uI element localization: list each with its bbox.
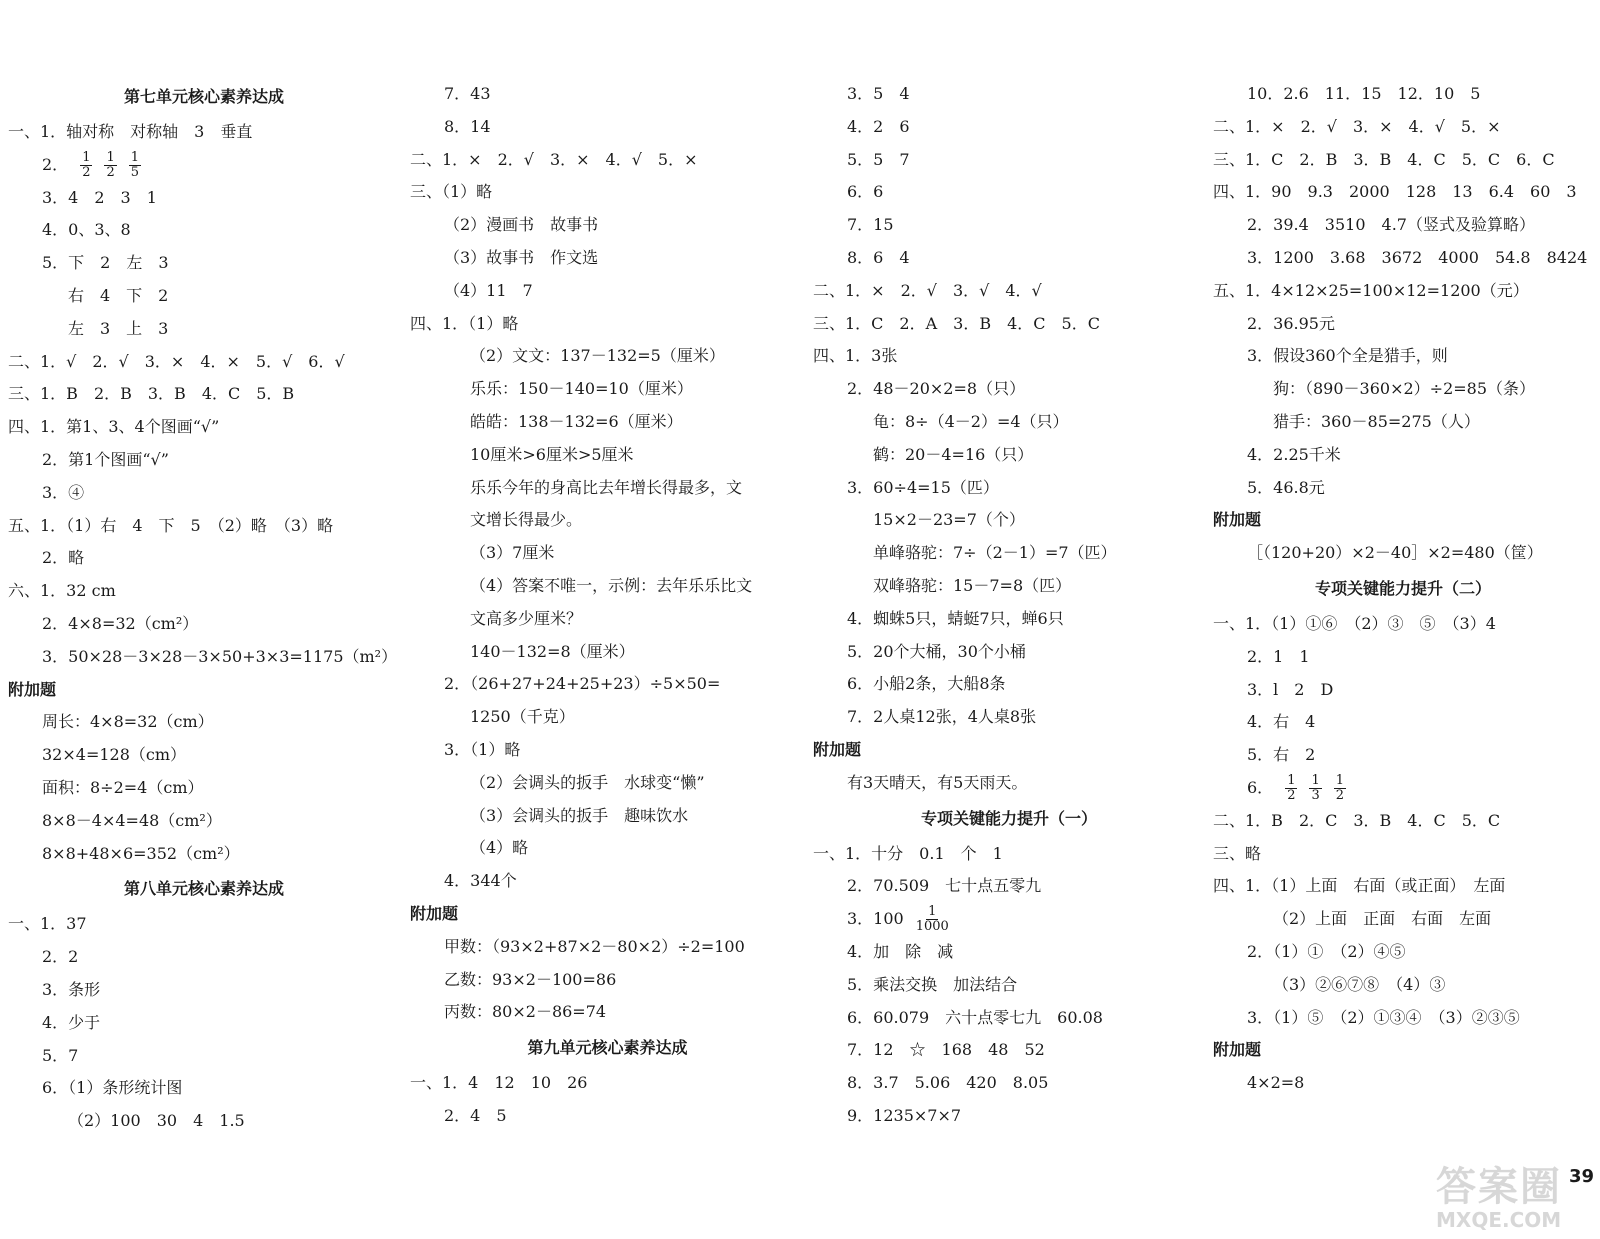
fraction: $\frac{1}{1000}$ (915, 904, 949, 935)
answer-line: 6．6 (847, 182, 884, 202)
answer-line: 7．43 (444, 84, 491, 103)
answer-line: 2．（26+27+24+25+23）÷5×50= (444, 674, 721, 694)
answer-line: 6．小船2条，大船8条 (847, 674, 1006, 694)
answer-line: 5．20个大桶，30个小桶 (847, 641, 1026, 661)
answer-line: 140－132=8（厘米） (470, 641, 635, 661)
answer-line: 5．5 7 (847, 149, 910, 169)
answer-line: 1250（千克） (470, 707, 575, 727)
answer-line: 3．（1）略 (444, 739, 521, 759)
answer-line: 5．右 2 (1247, 745, 1316, 765)
answer-line: 四、1．第1、3、4个图画“√” (8, 417, 220, 437)
watermark-text: 答案圈 (1436, 1164, 1562, 1210)
answer-line: 2．4×8=32（cm²） (42, 613, 199, 633)
answer-line: 2．39.4 3510 4.7（竖式及验算略） (1247, 215, 1535, 235)
answer-line: 4．右 4 (1247, 712, 1316, 732)
answer-line: （3）②⑥⑦⑧ （4）③ (1273, 974, 1446, 994)
answer-line: 4．344个 (444, 871, 517, 891)
answer-line: 三、略 (1213, 843, 1262, 863)
answer-column-2 (410, 78, 805, 1133)
answer-column-4 (1213, 78, 1593, 1100)
fraction: $\frac{1}{3}$ (1311, 772, 1320, 803)
answer-line: 丙数：80×2－86=74 (444, 1002, 607, 1022)
answer-line: 7．12 ☆ 168 48 52 (847, 1040, 1045, 1060)
answer-line: 二、1．√ 2．√ 3．× 4．× 5．√ 6．√ (8, 351, 345, 371)
answer-line: 一、1．4 12 10 26 (410, 1073, 588, 1093)
answer-line: 一、1．（1）①⑥ （2）③ ⑤ （3）4 (1213, 613, 1496, 633)
answer-line: （2）漫画书 故事书 (444, 215, 599, 235)
answer-line: 面积：8÷2=4（cm） (42, 777, 204, 797)
answer-line: 7．2人桌12张，4人桌8张 (847, 707, 1037, 727)
answer-line: 5．46.8元 (1247, 477, 1325, 497)
answer-line: 六、1．32 cm (8, 581, 116, 601)
watermark-url: MXQE.COM (1436, 1208, 1562, 1232)
answer-line: 2．4 5 (444, 1105, 507, 1125)
fraction: $\frac{1}{2}$ (1287, 772, 1296, 803)
answer-line: 一、1．轴对称 对称轴 3 垂直 (8, 122, 253, 141)
fraction: $\frac{1}{2}$ (82, 149, 91, 180)
bonus-heading: 附加题 (813, 739, 862, 759)
answer-line: 猎手：360－85=275（人） (1273, 411, 1480, 431)
answer-line: 2．2 (42, 947, 79, 967)
answer-line: 龟：8÷（4－2）=4（只） (873, 411, 1069, 431)
answer-line: 有3天晴天，有5天雨天。 (847, 772, 1028, 792)
answer-line: （3）故事书 作文选 (444, 247, 599, 267)
answer-line: 2．1 1 (1247, 646, 1310, 666)
answer-line: 4．蜘蛛5只，蜻蜓7只，蝉6只 (847, 608, 1064, 628)
answer-line: 四、1．（1）上面 右面（或正面） 左面 (1213, 876, 1506, 896)
answer-line-fractions: 2． $\frac{1}{2}$ $\frac{1}{2}$ $\frac{1}{5}$ (42, 149, 140, 180)
answer-line: （2）上面 正面 右面 左面 (1273, 909, 1492, 929)
answer-line: 10．2.6 11．15 12．10 5 (1247, 84, 1481, 103)
answer-line: 8．14 (444, 116, 491, 136)
answer-line: 3．4 2 3 1 (42, 187, 157, 207)
answer-line: 6．60.079 六十点零七九 60.08 (847, 1007, 1103, 1027)
answer-line: 2．（1）① （2）④⑤ (1247, 941, 1406, 961)
answer-line: 皓皓：138－132=6（厘米） (470, 411, 683, 431)
fraction: $\frac{1}{2}$ (1335, 772, 1345, 803)
answer-line: 3．1200 3.68 3672 4000 54.8 8424 (1247, 247, 1588, 267)
answer-line: 3．假设360个全是猎手，则 (1247, 346, 1448, 366)
answer-line: 3．（1）⑤ （2）①③④ （3）②③⑤ (1247, 1007, 1520, 1027)
answer-line: 4．2 6 (847, 116, 910, 136)
answer-line: 9．1235×7×7 (847, 1105, 962, 1125)
answer-line: 一、1．37 (8, 914, 87, 934)
answer-line: 8×8+48×6=352（cm²） (42, 843, 240, 863)
answer-line: 一、1．十分 0.1 个 1 (813, 843, 1003, 863)
answer-line: 3．条形 (42, 979, 101, 999)
answer-line: 8．6 4 (847, 247, 910, 267)
answer-line: 4．2.25千米 (1247, 444, 1341, 464)
answer-line: 4．0、3、8 (42, 220, 131, 240)
answer-line-fraction: 3．100 $\frac{1}{1000}$ (847, 904, 949, 935)
answer-line: （2）文文：137－132=5（厘米） (470, 346, 725, 366)
answer-line: 3．④ (42, 482, 85, 502)
answer-line: 文高多少厘米？ (470, 608, 583, 628)
answer-line: 甲数：（93×2+87×2－80×2）÷2=100 (444, 936, 745, 956)
answer-line: 右 4 下 2 (68, 285, 169, 305)
answer-line: 文增长得最少。 (470, 510, 583, 530)
answer-line: （4）略 (470, 838, 529, 858)
answer-line: 四、1．3张 (813, 346, 898, 366)
answer-line: （3）会调头的扳手 趣味饮水 (470, 805, 689, 825)
watermark-logo (1436, 1165, 1586, 1235)
answer-line: 鹤：20－4=16（只） (873, 444, 1034, 464)
answer-column-3 (813, 78, 1205, 1133)
answer-line: 4．加 除 减 (847, 941, 954, 961)
answer-line: 3．60÷4=15（匹） (847, 477, 999, 497)
answer-line: 周长：4×8=32（cm） (42, 712, 214, 732)
fraction: $\frac{1}{5}$ (130, 149, 140, 180)
answer-line: 二、1．× 2．√ 3．√ 4．√ (813, 280, 1042, 300)
answer-line: 32×4=128（cm） (42, 745, 187, 765)
answer-line: 2．70.509 七十点五零九 (847, 876, 1042, 896)
answer-line: 15×2－23=7（个） (873, 510, 1025, 530)
bonus-heading: 附加题 (8, 679, 57, 699)
answer-line: 8．3.7 5.06 420 8.05 (847, 1073, 1049, 1093)
answer-line: 5．下 2 左 3 (42, 253, 169, 273)
answer-line: 双峰骆驼：15－7=8（匹） (873, 575, 1072, 595)
answer-line: 二、1．× 2．√ 3．× 4．√ 5．× (1213, 116, 1501, 136)
answer-line: （2）100 30 4 1.5 (68, 1111, 245, 1131)
answer-line: 二、1．B 2．C 3．B 4．C 5．C (1213, 810, 1501, 830)
answer-line: 三、1．C 2．B 3．B 4．C 5．C 6．C (1213, 149, 1555, 169)
answer-line: 五、1．（1）右 4 下 5 （2）略 （3）略 (8, 515, 334, 535)
bonus-heading: 附加题 (1213, 1040, 1262, 1060)
answer-line: 三、1．C 2．A 3．B 4．C 5．C (813, 313, 1100, 333)
section-title: 第九单元核心素养达成 (527, 1038, 688, 1058)
answer-line: 左 3 上 3 (68, 318, 169, 338)
bonus-heading: 附加题 (1213, 510, 1262, 530)
answer-line: 2．36.95元 (1247, 313, 1335, 333)
answer-line: 乐乐今年的身高比去年增长得最多，文 (470, 477, 743, 497)
answer-line: （2）会调头的扳手 水球变“懒” (470, 772, 705, 792)
answer-line: 二、1．× 2．√ 3．× 4．√ 5．× (410, 149, 698, 169)
answer-line: 乙数：93×2－100=86 (444, 969, 617, 989)
answer-line: 乐乐：150－140=10（厘米） (470, 379, 693, 399)
section-title: 第八单元核心素养达成 (123, 879, 284, 899)
answer-line: 三、1．B 2．B 3．B 4．C 5．B (8, 384, 295, 404)
answer-line: 三、（1）略 (410, 182, 493, 202)
answer-line: 五、1．4×12×25=100×12=1200（元） (1213, 280, 1529, 300)
answer-line: ［（120+20）×2－40］×2=480（筐） (1247, 543, 1543, 563)
answer-line: 4．少于 (42, 1012, 101, 1032)
section-title: 专项关键能力提升（二） (1314, 578, 1491, 598)
answer-column-1 (8, 78, 400, 1138)
section-title: 第七单元核心素养达成 (123, 87, 284, 106)
answer-line: 8×8－4×4=48（cm²） (42, 810, 222, 830)
answer-line: （4）答案不唯一，示例：去年乐乐比文 (470, 575, 753, 595)
answer-line: 单峰骆驼：7÷（2－1）=7（匹） (873, 543, 1117, 563)
answer-line: 2．第1个图画“√” (42, 449, 169, 469)
section-title: 专项关键能力提升（一） (920, 808, 1097, 828)
answer-line: 6．（1）条形统计图 (42, 1078, 183, 1098)
answer-line: 狗：（890－360×2）÷2=85（条） (1273, 379, 1536, 399)
answer-line: 4×2=8 (1247, 1073, 1305, 1093)
answer-line: 5．7 (42, 1045, 79, 1065)
answer-line: 四、1．90 9.3 2000 128 13 6.4 60 3 (1213, 182, 1577, 202)
answer-line: 2．略 (42, 548, 85, 568)
answer-line: 3．l 2 D (1247, 679, 1334, 699)
answer-line: （4）11 7 (444, 280, 533, 300)
answer-line-fractions: 6． $\frac{1}{2}$ $\frac{1}{3}$ $\frac{1}{2}$ (1247, 772, 1345, 803)
fraction: $\frac{1}{2}$ (106, 149, 115, 180)
page-number: 39 (1568, 1166, 1594, 1187)
answer-line: 2．48－20×2=8（只） (847, 379, 1026, 399)
answer-line: 5．乘法交换 加法结合 (847, 974, 1018, 994)
answer-line: 3．5 4 (847, 84, 910, 103)
bonus-heading: 附加题 (410, 903, 459, 923)
answer-line: 四、1．（1）略 (410, 313, 519, 333)
answer-line: 3．50×28－3×28－3×50+3×3=1175（m²） (42, 646, 398, 666)
answer-line: 10厘米>6厘米>5厘米 (470, 444, 634, 464)
answer-line: （3）7厘米 (470, 543, 555, 563)
answer-line: 7．15 (847, 215, 894, 235)
